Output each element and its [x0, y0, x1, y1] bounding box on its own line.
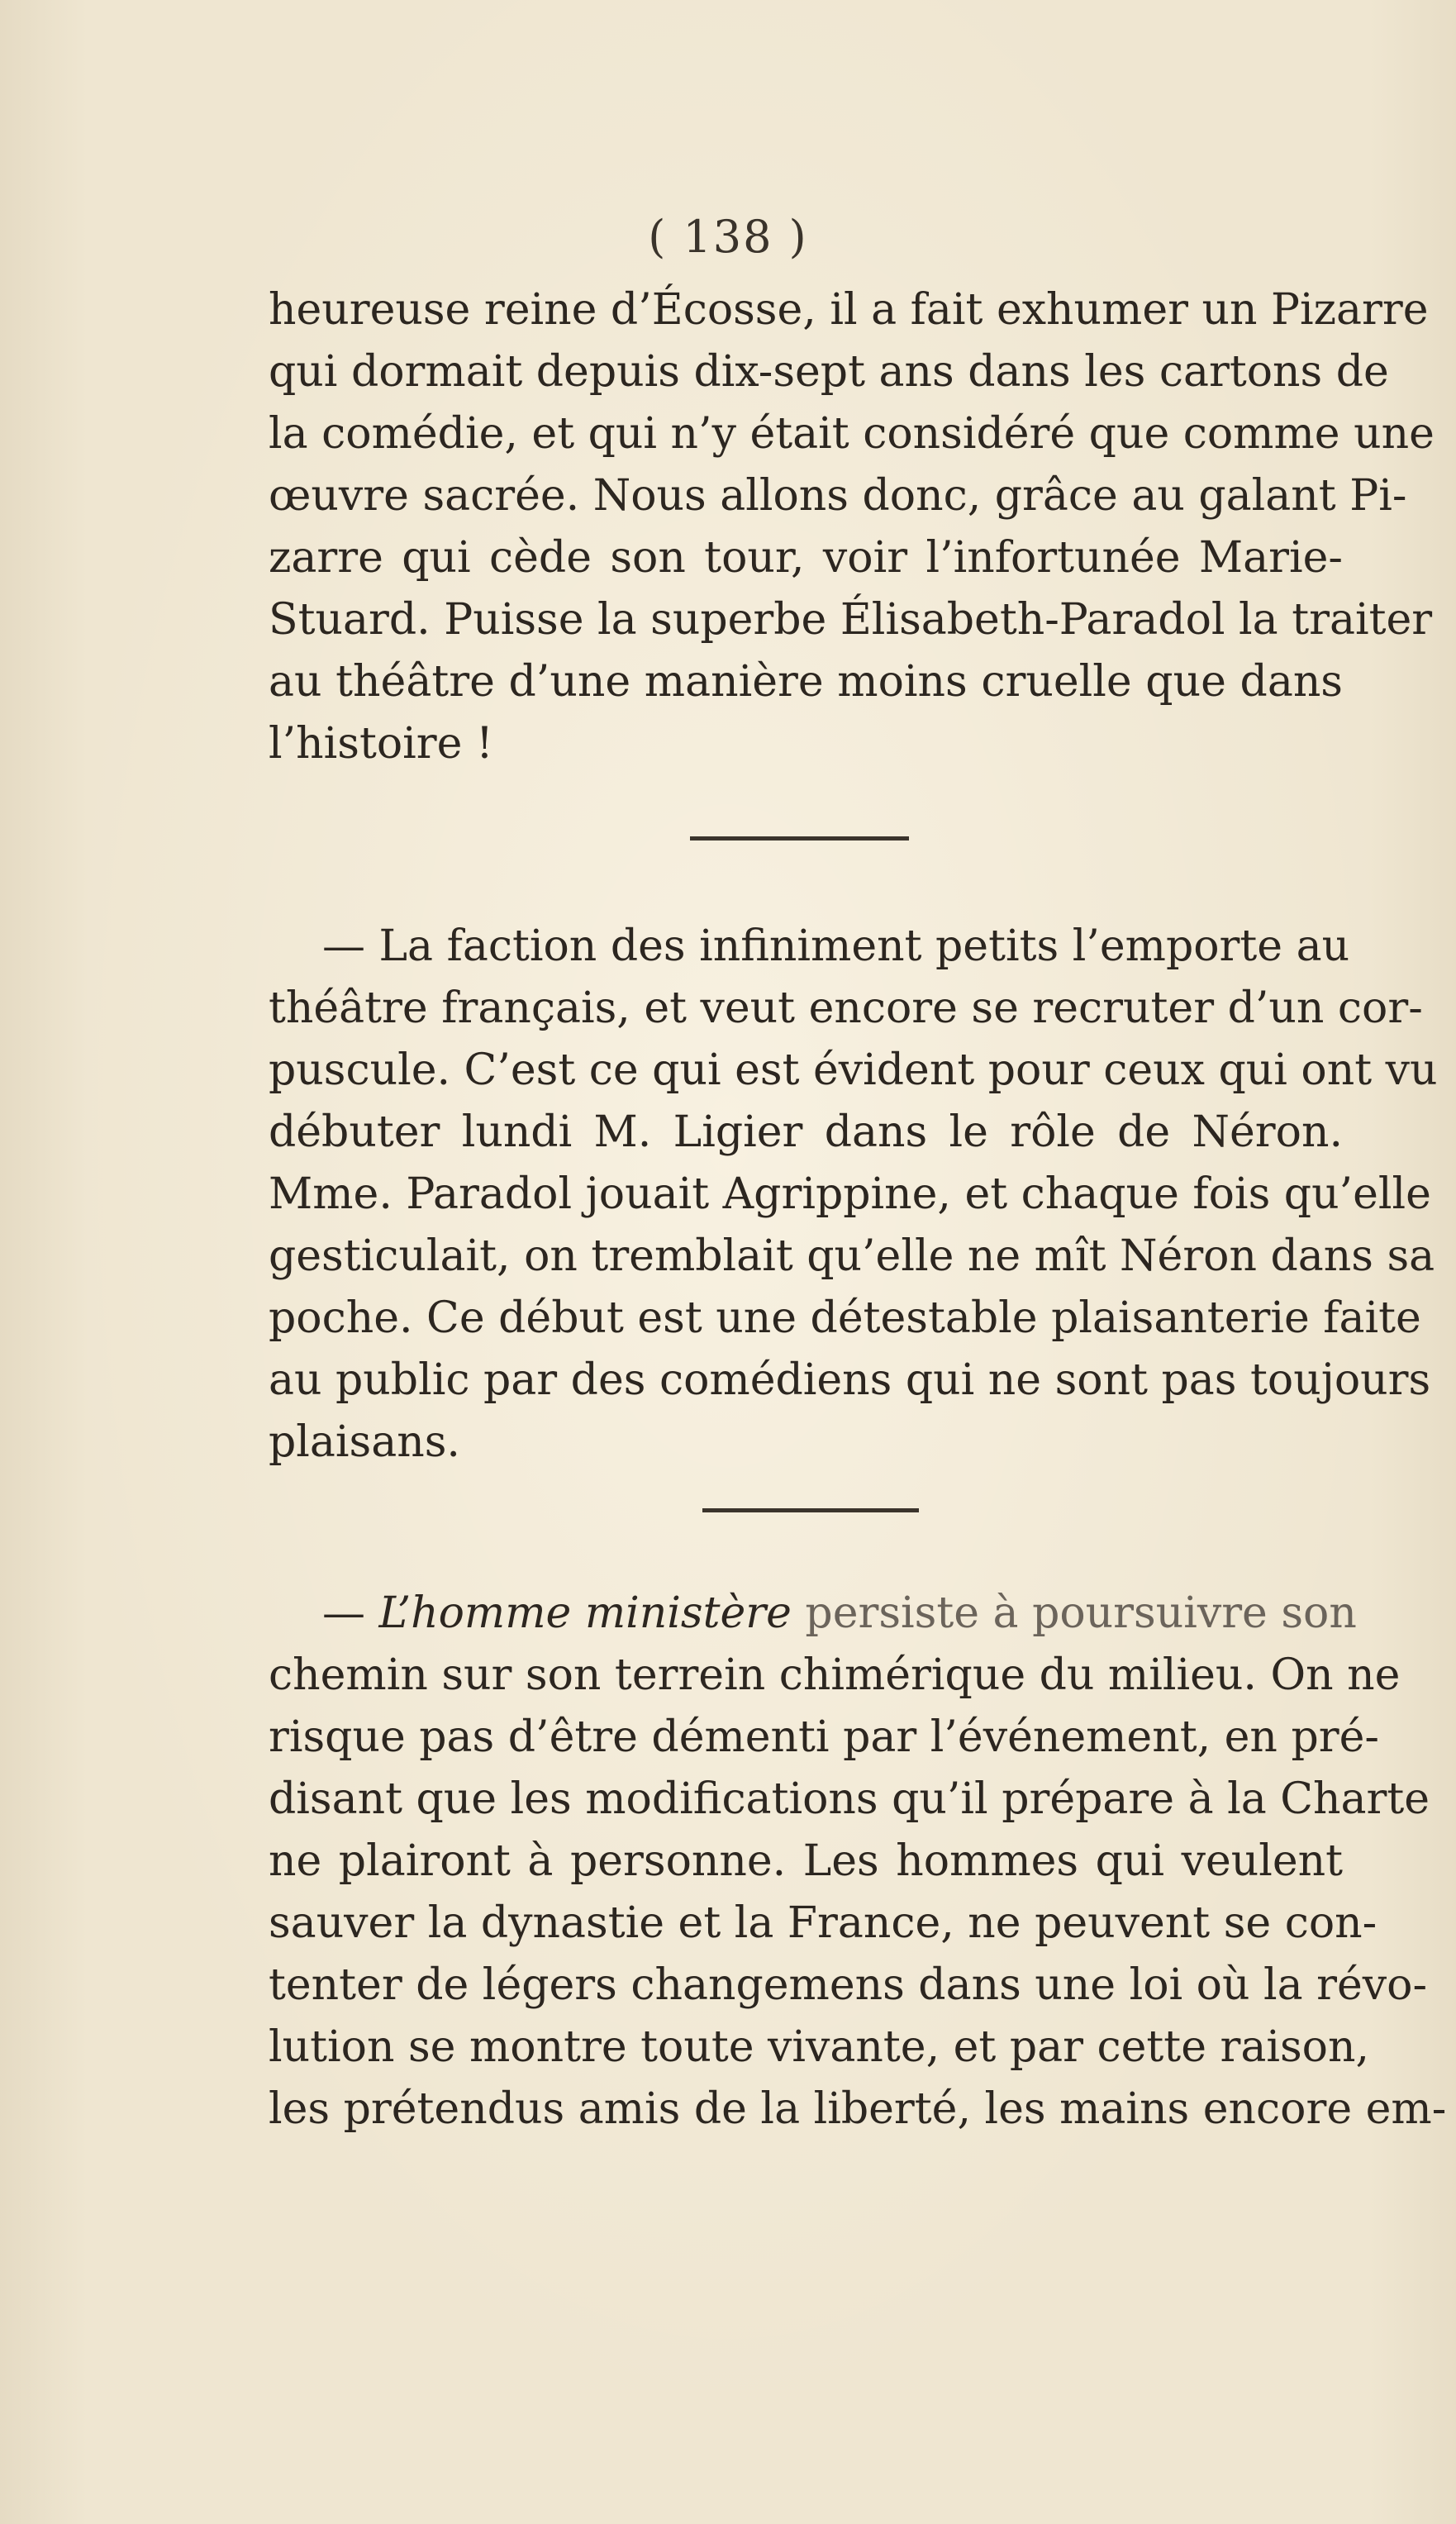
text-line: plaisans.	[269, 1417, 460, 1467]
text-line: débuter lundi M. Ligier dans le rôle de Néron.	[269, 1107, 1343, 1157]
lead-rest: persiste à poursuivre son	[805, 1588, 1357, 1638]
lead-dash: —	[322, 1588, 365, 1638]
text-line: la comédie, et qui n’y était considéré que comme une	[269, 409, 1435, 459]
text-line: gesticulait, on tremblait qu’elle ne mît Néron dans sa	[269, 1231, 1435, 1281]
text-line: qui dormait depuis dix-sept ans dans les cartons de	[269, 347, 1389, 397]
text-line: Mme. Paradol jouait Agrippine, et chaque fois qu’elle	[269, 1169, 1431, 1219]
section-divider	[690, 836, 909, 841]
text-line: Stuard. Puisse la superbe Élisabeth-Paradol la traiter	[269, 595, 1433, 645]
text-line: disant que les modifications qu’il prépare à la Charte	[269, 1774, 1430, 1824]
text-line: l’histoire !	[269, 719, 493, 769]
text-line-lead	[322, 1588, 1357, 1638]
page-number: ( 138 )	[648, 211, 808, 263]
text-line: poche. Ce début est une détestable plaisanterie faite	[269, 1293, 1421, 1343]
text-line: chemin sur son terrein chimérique du milieu. On ne	[269, 1650, 1401, 1700]
text-line: ne plairont à personne. Les hommes qui veulent	[269, 1836, 1343, 1886]
lead-italic: L’homme ministère	[378, 1588, 792, 1638]
text-line: au public par des comédiens qui ne sont pas toujours	[269, 1355, 1431, 1405]
text-line: tenter de légers changemens dans une loi où la révo-	[269, 1960, 1428, 2010]
text-line: au théâtre d’une manière moins cruelle que dans	[269, 657, 1343, 707]
text-line: théâtre français, et veut encore se recruter d’un cor-	[269, 983, 1423, 1033]
text-line: lution se montre toute vivante, et par cette raison,	[269, 2022, 1369, 2072]
text-line: zarre qui cède son tour, voir l’infortunée Marie-	[269, 533, 1343, 583]
text-line: risque pas d’être démenti par l’événement, en pré-	[269, 1712, 1379, 1762]
text-line: les prétendus amis de la liberté, les mains encore em-	[269, 2084, 1447, 2134]
section-divider	[702, 1508, 919, 1512]
text-line: sauver la dynastie et la France, ne peuvent se con-	[269, 1898, 1377, 1948]
text-line: — La faction des infiniment petits l’emporte au	[322, 921, 1350, 971]
text-line: heureuse reine d’Écosse, il a fait exhumer un Pizarre	[269, 285, 1429, 335]
text-line: œuvre sacrée. Nous allons donc, grâce au galant Pi-	[269, 471, 1407, 521]
text-line: puscule. C’est ce qui est évident pour ceux qui ont vu	[269, 1045, 1438, 1095]
